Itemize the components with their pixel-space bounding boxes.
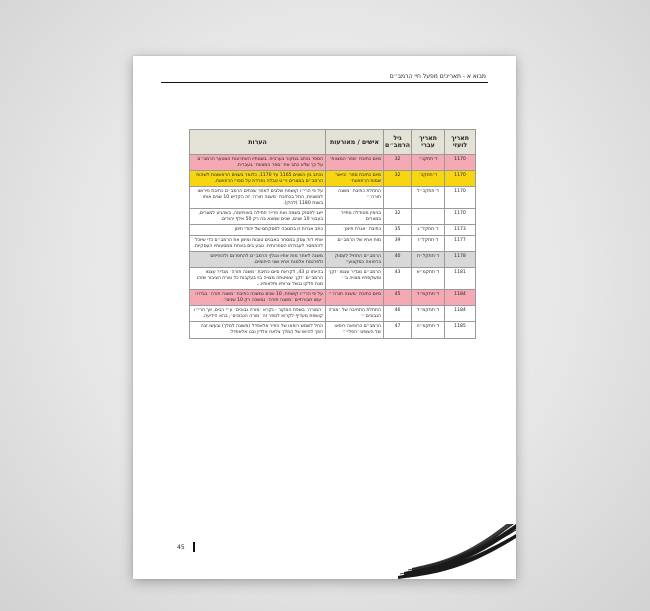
cell-gregorian-date: 1184 xyxy=(445,306,476,322)
cell-gregorian-date: 1178 xyxy=(445,252,476,268)
cell-people-events: בנימין מטודלה מתייר במצרים xyxy=(326,209,384,225)
cell-hebrew-date: ד׳תתקכ״ xyxy=(412,155,445,171)
cell-gregorian-date: 1170 xyxy=(445,187,476,209)
cell-gregorian-date: 1177 xyxy=(445,235,476,251)
cell-hebrew-date: ד׳תתקל״ג xyxy=(412,225,445,236)
chronology-table xyxy=(189,129,476,339)
cell-people-events: כתיבת ׳אגרת תימן׳ xyxy=(326,225,384,236)
cell-rambam-age: 47 xyxy=(384,322,412,338)
cell-notes: ייצג לפסוק בשמה ואת וזרייר תחילה באוויחמה, בשהגיע למצרים, בעבור 10 שנים, שנים שמצא בה רק 50 אלף יהודים. xyxy=(190,209,326,225)
cell-rambam-age xyxy=(384,187,412,209)
cell-hebrew-date: ד׳תתקכ׳ xyxy=(412,171,445,187)
cell-gregorian-date: 1181 xyxy=(445,268,476,290)
cell-notes: על פי הרי״ו קושפת שלבים לאחר שכתים הרמב״ם כתיבת פירושו למשניות, החל בכתיבת ׳משנה תורה׳ זה הקדיש 10 שנים אותו בשנת 1180 (להלן). xyxy=(190,187,326,209)
cell-people-events: הרמב״ם התחיל לעסוק ברפואה כמקצוע״ xyxy=(326,252,384,268)
header-rule xyxy=(161,82,488,83)
cell-notes: הספר נכתב במקור בערבית. בשנותיו האחרונות הצטער הרמב״ם על כך שלא כתב את ׳ספר המצוות׳ בעברית. xyxy=(190,155,326,171)
cell-notes: נכתב בין השנים 1165 עד 1170, כלומר בשנים הראשונות לשהות הרמב״ם במצרים וי״ט טבלה נפרדת על ספרי הרפואות. xyxy=(190,171,326,187)
cell-gregorian-date: 1184 xyxy=(445,290,476,306)
cell-hebrew-date: ד׳תתקמ״ה xyxy=(412,322,445,338)
header-gregorian-date: תאריך לועזי xyxy=(445,130,476,155)
cell-people-events: הרמב״ם מגדיר עצמו ׳זקן׳ ומשקפתיו מצויה ב׳׳ xyxy=(326,268,384,290)
document-page xyxy=(133,56,516,579)
table-header-row xyxy=(190,130,476,155)
table-row xyxy=(190,155,476,171)
table-row xyxy=(190,225,476,236)
cell-hebrew-date: ד׳תתקל״ח xyxy=(412,252,445,268)
cell-people-events: התחלת התחיבה של ׳מורה הנבוכים׳״ xyxy=(326,306,384,322)
cell-people-events: התחלת כתיבת ׳משנה תורה׳״ xyxy=(326,187,384,209)
cell-people-events: סיום כתיבת ׳משנה תורה׳״ xyxy=(326,290,384,306)
table-row xyxy=(190,290,476,306)
cell-notes: ׳המורה׳ בשפת המקור - נקרא ׳מורה נבוכים׳ ע״י רבים, אך הרי״ו קושפת מעדיף לקרוא לספר זה ׳מורה הנבוכים׳, בהא הידיעה. xyxy=(190,306,326,322)
header-people-events: אישים / מאורעות xyxy=(326,130,384,155)
running-head: מבוא א - תאריכים מפעל חיי הרמב״ם xyxy=(389,73,486,80)
cell-notes: משנה לאחר מות אחיו ונגלץ הרמב״ם להתפרנס ולהתייחס ולפרנסת אלמנת אחיו ושני היתומים. xyxy=(190,252,326,268)
table-row xyxy=(190,322,476,338)
cell-rambam-age: 39 xyxy=(384,235,412,251)
cell-rambam-age: 32 xyxy=(384,209,412,225)
cell-rambam-age: 32 xyxy=(384,155,412,171)
cell-hebrew-date xyxy=(412,209,445,225)
cell-hebrew-date: ד׳תתקמ״ד xyxy=(412,306,445,322)
cell-rambam-age: 45 xyxy=(384,290,412,306)
cell-rambam-age: 40 xyxy=(384,252,412,268)
cell-people-events: סיום כתיבת ׳ספר המצוות׳ xyxy=(326,155,384,171)
table-row xyxy=(190,171,476,187)
cell-hebrew-date: ד׳תתקמ״ד xyxy=(412,290,445,306)
header-hebrew-date: תאריך עברי xyxy=(412,130,445,155)
cell-gregorian-date: 1170 xyxy=(445,171,476,187)
cell-people-events: מות אחיו של הרמב״ם xyxy=(326,235,384,251)
open-book-decoration xyxy=(398,524,516,579)
table-row xyxy=(190,187,476,209)
cell-notes: כתב אגרות זו בתגובה לפסקתם של יהודי תימן xyxy=(190,225,326,236)
cell-gregorian-date: 1185 xyxy=(445,322,476,338)
cell-gregorian-date: 1170 xyxy=(445,155,476,171)
cell-hebrew-date: ד׳תתקל״ז xyxy=(412,235,445,251)
cell-notes: אחיו דוד עסק במסחר באבנים טובות ומימן את הרמב״ם כדי שיוכל להתמסר לעבודתו הספרותית. טבע בים באחת ממסעותיו העסקיות. xyxy=(190,235,326,251)
cell-notes: על פי הרי״ו קושפת, 10 שנים נמשכה כתיבת ׳משנה תורה׳ בגדרו: ׳עשו חבורתיים ׳משנה תורה׳ נמשכה רק 10 שנים״. xyxy=(190,290,326,306)
cell-rambam-age: 32 xyxy=(384,171,412,187)
cell-notes: החל לשמש רופאו של הוזיר אלאפדל (משונה למלך) ובעשו זכה הפך להיוש של המלך צלאח אלדין ובנו אלאפדל. xyxy=(190,322,326,338)
table-row xyxy=(190,306,476,322)
header-notes: הערות xyxy=(190,130,326,155)
cell-gregorian-date: 1170 xyxy=(445,209,476,225)
table-row xyxy=(190,268,476,290)
table-row xyxy=(190,252,476,268)
table-row xyxy=(190,235,476,251)
cell-rambam-age: 43 xyxy=(384,268,412,290)
page-number-bar xyxy=(193,542,195,552)
cell-notes: בהיותו כן 43, לקראת סיום כתיבת ׳משנה תורה׳ מגדיר עצמו הרמב״ם ׳זקן׳ ששיטתה מצויה בוי בעקבות כל טורח הציבור שזהו מנת חלקו ובשל צרותיו ותלאותיו... xyxy=(190,268,326,290)
cell-gregorian-date: 1173 xyxy=(445,225,476,236)
page-number: 45 xyxy=(177,544,185,551)
cell-hebrew-date: ד׳תתקכ״ל xyxy=(412,187,445,209)
cell-rambam-age: 46 xyxy=(384,306,412,322)
table-row xyxy=(190,209,476,225)
cell-people-events: הרמב״ם כרופאה רופאו של השופט ׳הפלי׳״ xyxy=(326,322,384,338)
cell-people-events: סיום כתיבת ספר ׳ביאור שמות הרפואות׳ xyxy=(326,171,384,187)
cell-hebrew-date: ד׳תתקמ״א xyxy=(412,268,445,290)
cell-rambam-age: 35 xyxy=(384,225,412,236)
header-rambam-age: גיל הרמב״ם xyxy=(384,130,412,155)
table-body xyxy=(190,155,476,339)
